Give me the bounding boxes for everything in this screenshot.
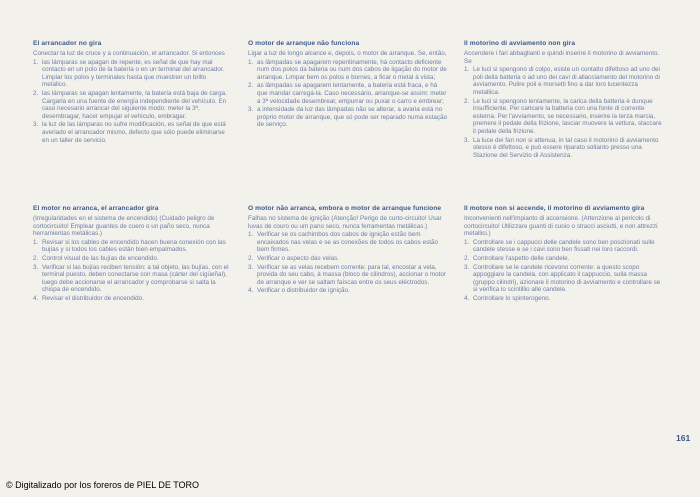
step-item xyxy=(33,264,233,294)
step-text: La luce dei fari non si attenua, in tal caso il motorino di avviamento stesso è difettoso, e può essere riparato soltanto presso una Stazione del Servizio di Assistenza. xyxy=(473,136,659,159)
step-number: 3. xyxy=(464,136,470,144)
section-title: Il motore non si accende, il motorino di avviamento gira xyxy=(464,205,645,212)
step-text: as lâmpadas se apagarem lentamente, a bateria está fraca, e há que mandar carregá-la. Caso necessário, arranque-se assim: meter a 3ª velocidade desembrear, empurrar ou puxar o carro e embrear; xyxy=(257,82,447,105)
footer-credit: © Digitalizado por los foreros de PIEL DE TORO xyxy=(6,480,200,490)
step-number: 2. xyxy=(464,254,470,262)
step-number: 2. xyxy=(248,254,254,262)
step-list xyxy=(464,239,664,303)
step-item xyxy=(33,59,233,89)
section xyxy=(248,205,448,295)
step-text: Revisar si los cables de encendido hacen buena conexión con las bujías y si todos los cables están bien empalmados. xyxy=(42,238,226,254)
step-list xyxy=(33,239,233,303)
step-item xyxy=(33,90,233,120)
step-number: 4. xyxy=(248,287,254,295)
step-item xyxy=(248,264,448,287)
step-number: 4. xyxy=(33,294,39,302)
step-item xyxy=(248,106,448,129)
step-number: 1. xyxy=(248,58,254,66)
section-title: El motor no arranca, el arrancador gira xyxy=(33,205,159,212)
step-item xyxy=(33,239,233,254)
step-number: 2. xyxy=(33,89,39,97)
step-list xyxy=(464,66,664,159)
step-number: 3. xyxy=(33,121,39,129)
step-number: 3. xyxy=(464,263,470,271)
section-title: Il motorino di avviamento non gira xyxy=(464,40,576,47)
step-item xyxy=(248,82,448,105)
step-text: Controllare se le candele ricevono corrente: a questo scopo appoggiare la candela, con applicato il cappuccio, sulla massa (gruppo cilindri), azionare il motorino di avviamento e controllare se si verifica lo scintillio alle candele. xyxy=(473,263,661,294)
step-item xyxy=(248,59,448,82)
step-number: 1. xyxy=(33,58,39,66)
step-item xyxy=(464,66,664,96)
step-item xyxy=(464,295,664,303)
step-item xyxy=(464,239,664,254)
step-text: as lâmpadas se apagarem repentinamente, há contacto deficiente num dos polos da bateria ou num dos cabos de ligação do motor de arranque. Limpar bem os polos e bornes, a ficar o metal à vista; xyxy=(257,58,447,81)
section-intro: Falhas no sistema de ignição (Atenção! Perigo de curto-circuito! Usar luvas de couro ou um pano seco, nunca ferramentas metálicas.) xyxy=(248,215,442,230)
section xyxy=(33,205,233,303)
step-text: Le luci si spengono di colpo, esiste un contatto difettoso ad uno dei poli della batteria o ad uno dei cavi di allacciamento del motorino di avviamento. Pulire poli e morsetti fino a dar loro lucentezza metallica. xyxy=(473,66,660,96)
step-text: Verificar o aspecto das velas. xyxy=(257,254,339,262)
column-italian xyxy=(464,40,664,302)
section-title: El arrancador no gira xyxy=(33,40,102,47)
step-item xyxy=(33,121,233,144)
section-title: O motor não arranca, embora o motor de arranque funcione xyxy=(248,205,442,212)
step-number: 1. xyxy=(33,238,39,246)
step-item xyxy=(248,287,448,295)
step-text: Control visual de las bujías de encendido. xyxy=(42,254,159,262)
step-number: 3. xyxy=(248,106,254,114)
step-item xyxy=(464,255,664,263)
step-number: 2. xyxy=(33,254,39,262)
step-number: 4. xyxy=(464,294,470,302)
step-text: Verificar o distribuidor de ignição. xyxy=(257,287,350,295)
step-list xyxy=(33,59,233,145)
column-portuguese xyxy=(248,40,448,295)
step-text: Revisar el distribuidor de encendido. xyxy=(42,294,144,302)
step-item xyxy=(464,98,664,136)
section-intro: Conectar la luz de cruce y a continuación, el arrancador. Si entonces xyxy=(33,50,225,57)
step-number: 1. xyxy=(464,238,470,246)
step-item xyxy=(33,295,233,303)
step-text: las lámparas se apagan lentamente, la batería está baja de carga. Cargarla en una fuente de energía independiente del vehículo. En caso necesario arrancar del siguiente modo: meter la 3ª, desembragar, hacer empujar el vehículo, embragar. xyxy=(42,89,227,120)
step-text: Controllare lo spinterogeno. xyxy=(473,294,551,302)
section-intro: Accendere i fari abbaglianti e quindi inserire il motorino di avviamento. Se xyxy=(464,50,660,65)
step-number: 2. xyxy=(464,97,470,105)
step-number: 1. xyxy=(248,231,254,239)
step-item xyxy=(248,231,448,254)
step-text: las lámparas se apagan de repente, es señal de que hay mal contacto en un polo de la batería o en un terminal del arrancador. Limpiar los polos y terminales hasta que muestren un brillo metálico. xyxy=(42,58,225,89)
step-list xyxy=(248,231,448,295)
section-intro: Ligar a luz de longo alcance e, depois, o motor de arranque. Se, então, xyxy=(248,50,447,57)
step-number: 3. xyxy=(248,263,254,271)
step-text: a intensidade da luz das lâmpadas não se alterar, a avaria está no próprio motor de arranque, que só pode ser reparado numa estação de serviço. xyxy=(257,106,448,129)
column-spanish xyxy=(33,40,233,302)
section xyxy=(464,205,664,303)
step-text: Controllare se i cappucci delle candele sono ben posizionati sulle candele stesse e se i cavi sono ben fissati nei loro raccordi. xyxy=(473,238,655,254)
step-text: la luz de las lámparas no sufre modificación, es señal de que está averiado el arrancador mismo, defecto que sólo puede eliminarse en un taller de servicio. xyxy=(42,121,226,144)
step-item xyxy=(248,255,448,263)
section-intro: Inconvenienti nell'impianto di accensione. (Attenzione al pericolo di cortocircuito! Utilizzare guanti di cuoio o stracci asciutti, e non attrezzi metallici.) xyxy=(464,215,658,238)
step-item xyxy=(33,255,233,263)
step-text: Verificar si las bujías reciben tensión: a tal objeto, las bujías, con el terminal puesto, deben conectarse con masa (cárter del cigüeñal), luego debe accionarse el arrancador y comprobarse si salta la chispa de encendido. xyxy=(42,263,229,294)
step-number: 2. xyxy=(248,82,254,90)
section xyxy=(33,40,233,144)
section xyxy=(464,40,664,159)
step-text: Verificar se as velas recebem corrente: para tal, encostar a vela, provida do seu cabo, à massa (bloco de cilindros), accionar o motor de arranque e ver se saltam faíscas entre os seus eléctrodos. xyxy=(257,263,447,286)
step-item xyxy=(464,137,664,160)
step-number: 1. xyxy=(464,66,470,74)
step-list xyxy=(248,59,448,129)
section xyxy=(248,40,448,129)
page-number: 161 xyxy=(676,433,691,443)
section-title: O motor de arranque não funciona xyxy=(248,40,360,47)
step-number: 3. xyxy=(33,263,39,271)
section-intro: (Irregularidades en el sistema de encendido) (Cuidado peligro de cortocircuito! Emplear guantes de cuero o un paño seco, nunca herramientas metálicas.) xyxy=(33,215,215,238)
step-item xyxy=(464,264,664,294)
step-text: Le luci si spengono lentamente, la carica della batteria è dunque insufficiente. Per caricare la batteria con una fonte di corrente esterna. Per l'avviamento, se necessario, inserire la terza marcia, premere il pedale della frizione, lasciar muovere la vettura, staccare il pedale della frizione. xyxy=(473,97,662,135)
step-text: Controllare l'aspetto delle candele. xyxy=(473,254,570,262)
step-text: Verificar se os cachimbos dos cabos de ignição estão bem encaixados nas velas e se as conexões de todos os cabos estão bem firmes. xyxy=(257,231,438,254)
